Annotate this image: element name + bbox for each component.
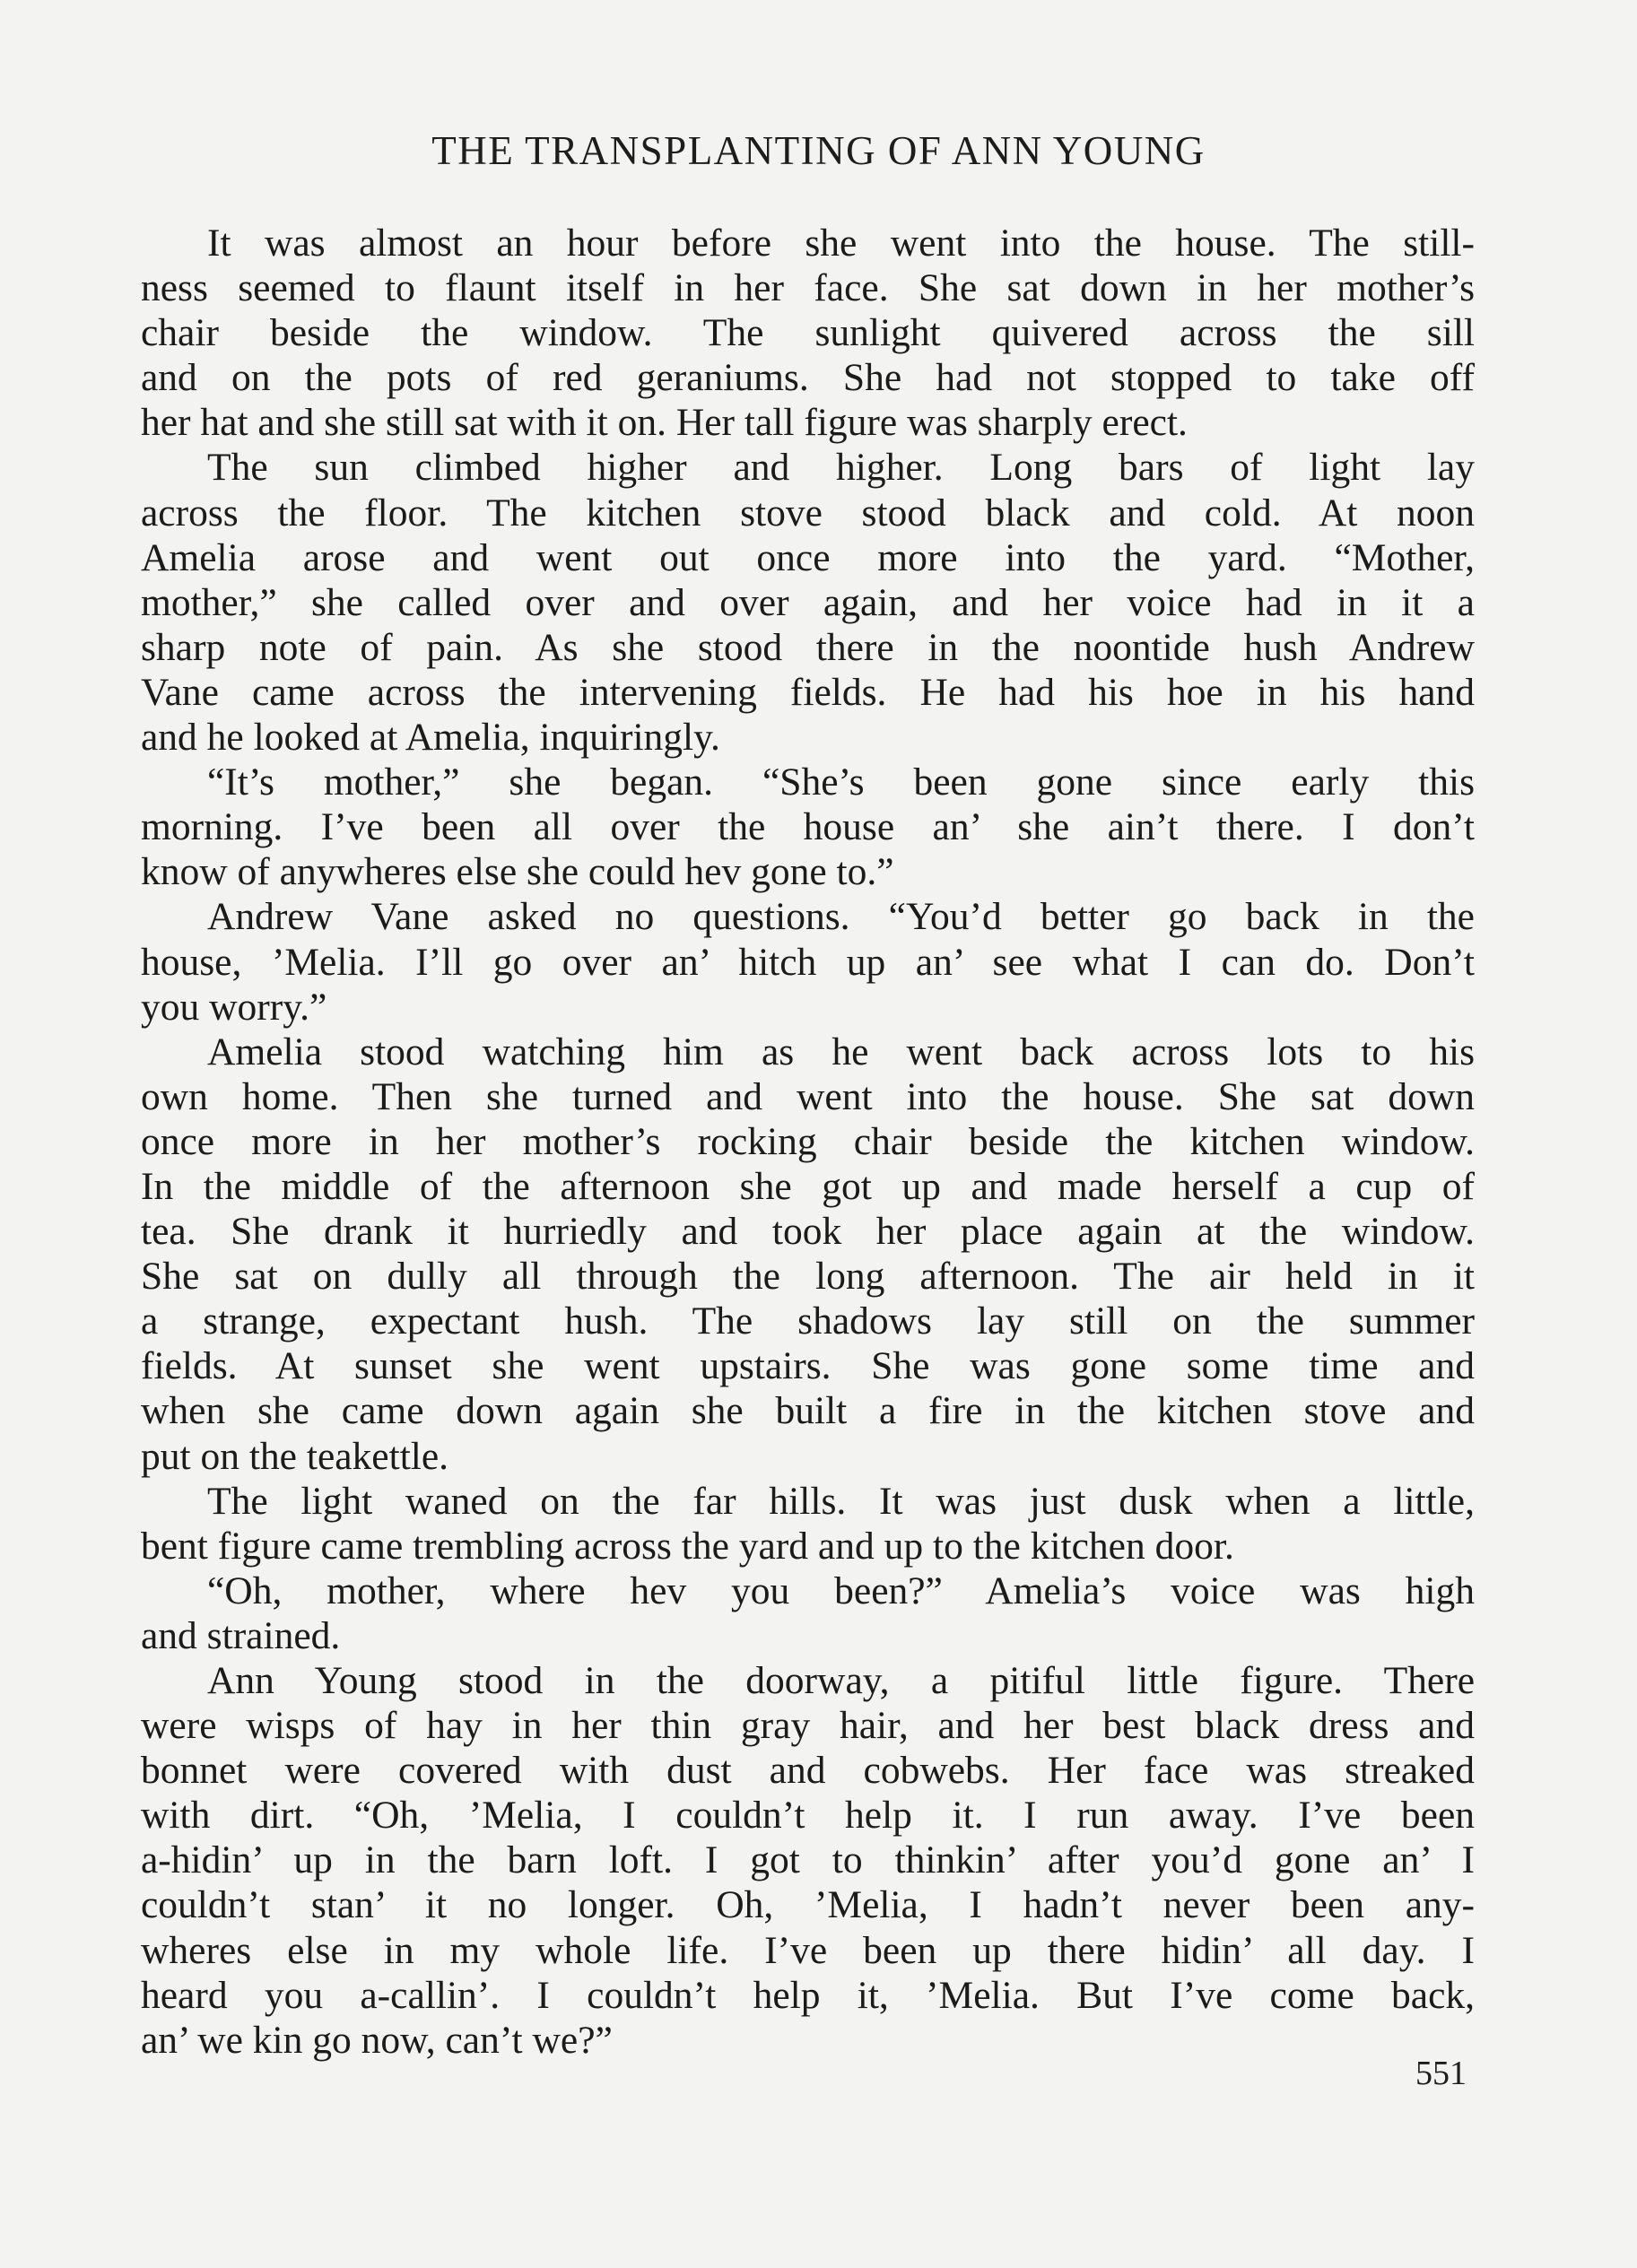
text-line: once more in her mother’s rocking chair beside the kitchen window. <box>141 1119 1475 1163</box>
text-line: heard you a-callin’. I couldn’t help it, ’Melia. But I’ve come back, <box>141 1973 1475 2017</box>
text-line: a-hidin’ up in the barn loft. I got to thinkin’ after you’d gone an’ I <box>141 1838 1475 1882</box>
text-line: “It’s mother,” she began. “She’s been gone since early this <box>207 760 1475 804</box>
text-line: when she came down again she built a fire in the kitchen stove and <box>141 1389 1475 1433</box>
running-head: THE TRANSPLANTING OF ANN YOUNG <box>431 128 1206 173</box>
text-line: The light waned on the far hills. It was just dusk when a little, <box>207 1479 1475 1523</box>
body-text <box>141 221 1475 2063</box>
text-line: tea. She drank it hurriedly and took her place again at the window. <box>141 1210 1475 1254</box>
text-line: bonnet were covered with dust and cobwebs. Her face was streaked <box>141 1749 1475 1793</box>
text-line: were wisps of hay in her thin gray hair, and her best black dress and <box>141 1704 1475 1748</box>
text-line: Ann Young stood in the doorway, a pitiful little figure. There <box>207 1659 1475 1702</box>
page-number: 551 <box>1415 2055 1467 2092</box>
text-line: chair beside the window. The sunlight quivered across the sill <box>141 311 1475 355</box>
text-line: morning. I’ve been all over the house an’ she ain’t there. I don’t <box>141 805 1475 849</box>
text-line: It was almost an hour before she went into the house. The still- <box>207 222 1475 265</box>
text-line: with dirt. “Oh, ’Melia, I couldn’t help it. I run away. I’ve been <box>141 1794 1475 1838</box>
text-line: mother,” she called over and over again, and her voice had in it a <box>141 580 1475 624</box>
text-line: Amelia arose and went out once more into the yard. “Mother, <box>141 535 1475 579</box>
text-line: “Oh, mother, where hev you been?” Amelia’s voice was high <box>207 1568 1475 1612</box>
text-line: know of anywheres else she could hev gone to.” <box>141 850 894 894</box>
text-line: fields. At sunset she went upstairs. She was gone some time and <box>141 1344 1475 1388</box>
text-line: a strange, expectant hush. The shadows lay still on the summer <box>141 1299 1475 1343</box>
text-line: sharp note of pain. As she stood there in the noontide hush Andrew <box>141 625 1475 669</box>
text-line: bent figure came trembling across the yard and up to the kitchen door. <box>141 1524 1234 1568</box>
text-line: own home. Then she turned and went into the house. She sat down <box>141 1074 1475 1118</box>
text-line: Vane came across the intervening fields. He had his hoe in his hand <box>141 670 1475 714</box>
text-line: an’ we kin go now, can’t we?” <box>141 2018 613 2062</box>
text-line: and he looked at Amelia, inquiringly. <box>141 716 720 760</box>
text-line: She sat on dully all through the long afternoon. The air held in it <box>141 1255 1475 1299</box>
text-line: house, ’Melia. I’ll go over an’ hitch up an’ see what I can do. Don’t <box>141 940 1475 984</box>
text-line: and on the pots of red geraniums. She had not stopped to take off <box>141 356 1475 400</box>
text-line: wheres else in my whole life. I’ve been up there hidin’ all day. I <box>141 1928 1475 1972</box>
text-line: couldn’t stan’ it no longer. Oh, ’Melia, I hadn’t never been any- <box>141 1883 1475 1927</box>
text-line: across the floor. The kitchen stove stood black and cold. At noon <box>141 491 1475 534</box>
text-line: Andrew Vane asked no questions. “You’d better go back in the <box>207 895 1475 939</box>
text-line: you worry.” <box>141 985 327 1029</box>
text-line: Amelia stood watching him as he went back across lots to his <box>207 1030 1475 1073</box>
text-line: and strained. <box>141 1613 341 1657</box>
text-line: In the middle of the afternoon she got up and made herself a cup of <box>141 1164 1475 1208</box>
text-line: her hat and she still sat with it on. Her tall figure was sharply erect. <box>141 401 1188 445</box>
text-line: ness seemed to flaunt itself in her face. She sat down in her mother’s <box>141 266 1475 310</box>
text-line: put on the teakettle. <box>141 1434 449 1478</box>
text-line: The sun climbed higher and higher. Long bars of light lay <box>207 446 1475 490</box>
